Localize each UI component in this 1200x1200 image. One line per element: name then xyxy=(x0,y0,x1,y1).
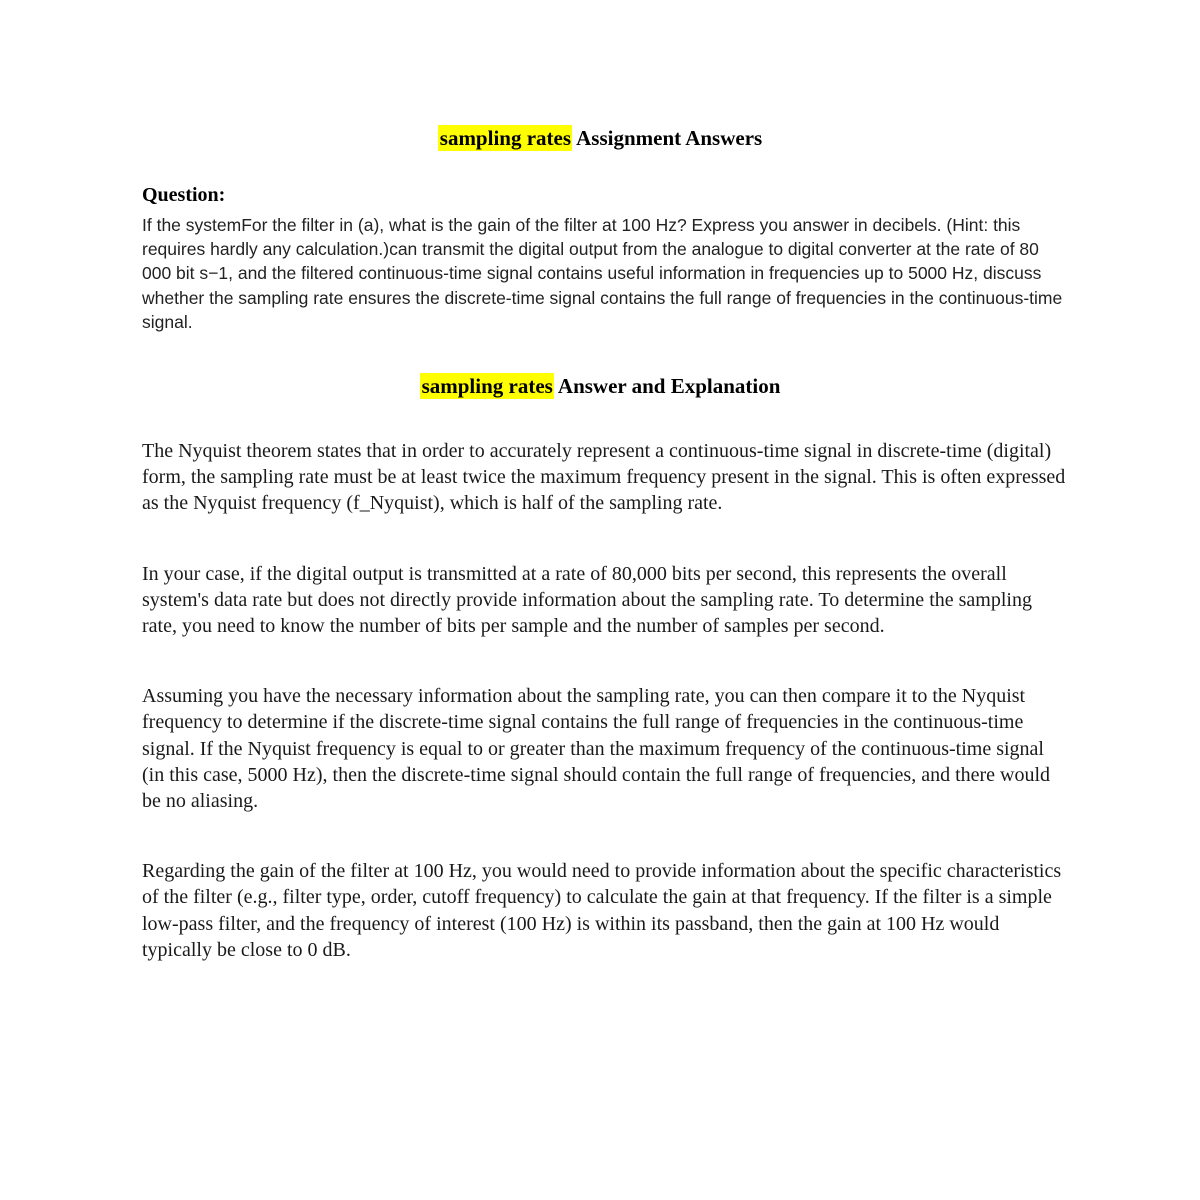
answer-heading-remainder: Answer and Explanation xyxy=(553,374,781,398)
answer-heading xyxy=(0,374,1200,399)
page-title xyxy=(0,126,1200,151)
question-text: If the systemFor the filter in (a), what is the gain of the filter at 100 Hz? Express you answer in decibels. (Hint: this requires hardly any calculation.)can transmit the digital output from the analogue to digital converter at the rate of 80 000 bit s−1, and the filtered continuous-time signal contains useful information in frequencies up to 5000 Hz, discuss whether the sampling rate ensures the discrete-time signal contains the full range of frequencies in the continuous-time signal. xyxy=(142,215,1063,332)
title-remainder: Assignment Answers xyxy=(572,126,763,150)
question-label: Question: xyxy=(142,184,226,206)
title-highlighted-term: sampling rates xyxy=(439,126,572,150)
answer-paragraph: In your case, if the digital output is transmitted at a rate of 80,000 bits per second, this represents the overall system's data rate but does not directly provide information about the sampling rate. To determine the sampling rate, you need to know the number of bits per sample and the number of samples per second. xyxy=(142,562,1032,638)
answer-paragraph: The Nyquist theorem states that in order to accurately represent a continuous-time signal in discrete-time (digital) form, the sampling rate must be at least twice the maximum frequency present in the signal. This is often expressed as the Nyquist frequency (f_Nyquist), which is half of the sampling rate. xyxy=(142,440,1066,515)
answer-paragraph: Assuming you have the necessary information about the sampling rate, you can then compare it to the Nyquist frequency to determine if the discrete-time signal contains the full range of frequencies in the continuous-time signal. If the Nyquist frequency is equal to or greater than the maximum frequency of the continuous-time signal (in this case, 5000 Hz), then the discrete-time signal should contain the full range of frequencies, and there would be no aliasing. xyxy=(142,685,1051,813)
answer-body xyxy=(142,438,1070,963)
answer-heading-highlighted-term: sampling rates xyxy=(421,374,553,398)
answer-paragraph: Regarding the gain of the filter at 100 Hz, you would need to provide information about the specific characteristics of the filter (e.g., filter type, order, cutoff frequency) to calculate the gain at that frequency. If the filter is a simple low-pass filter, and the frequency of interest (100 Hz) is within its passband, then the gain at 100 Hz would typically be close to 0 dB. xyxy=(142,860,1062,961)
